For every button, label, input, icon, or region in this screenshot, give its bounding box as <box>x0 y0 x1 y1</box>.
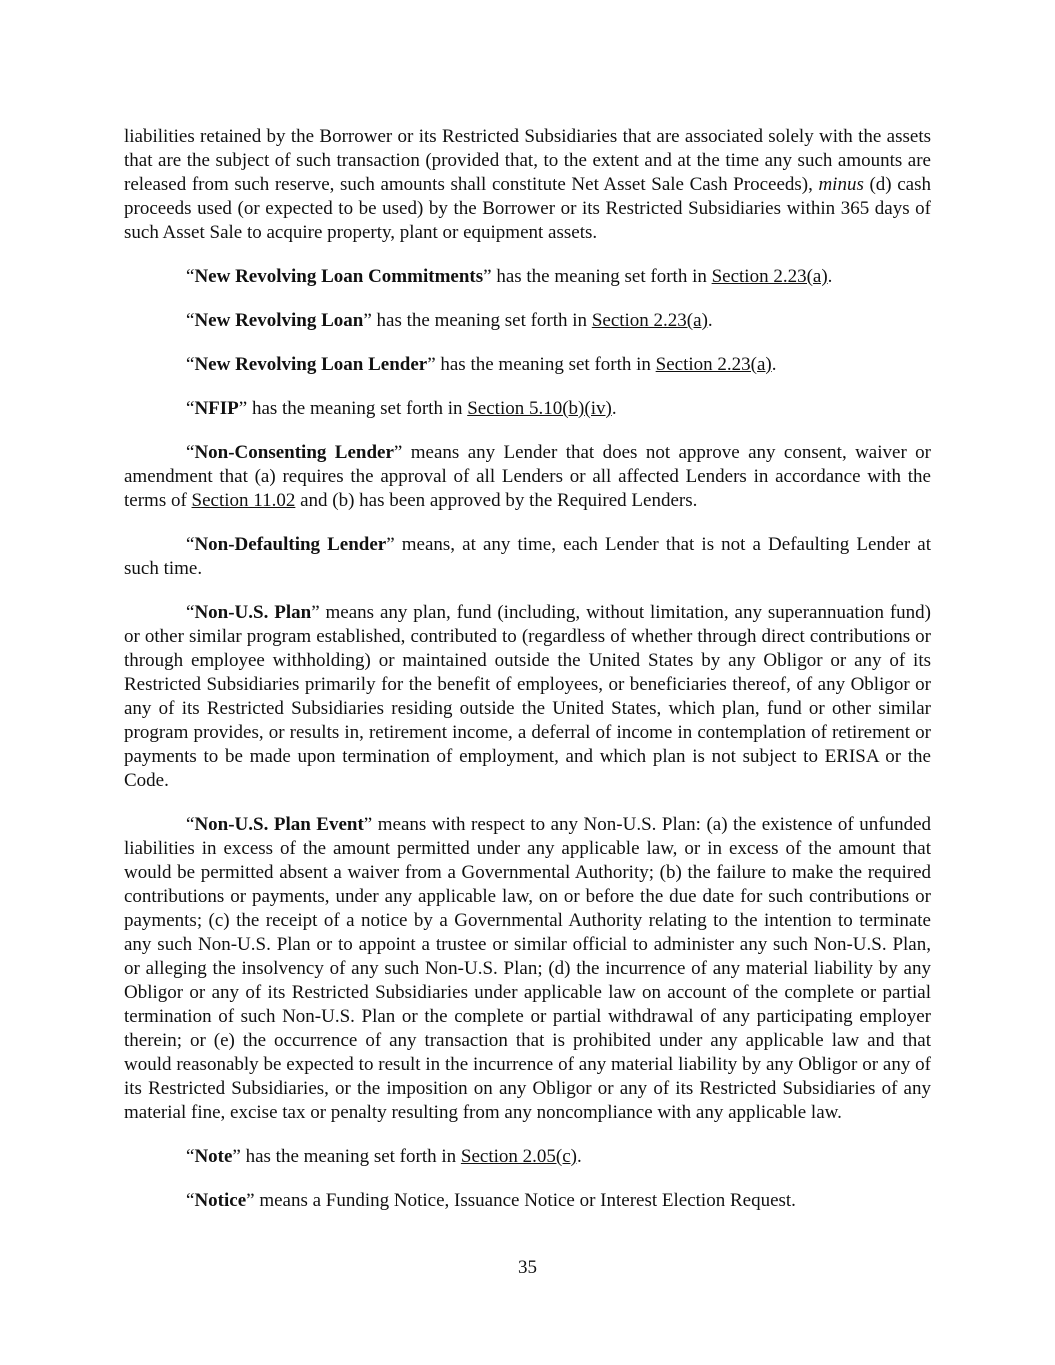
defined-term: Non-Consenting Lender <box>194 442 394 463</box>
defined-term: Notice <box>194 1190 247 1211</box>
definition-paragraph: “New Revolving Loan Lender” has the meaning set forth in Section 2.23(a). <box>186 354 777 375</box>
definition-text: has the meaning set forth in <box>247 398 468 419</box>
definition-text: has the meaning set forth in <box>491 266 712 287</box>
section-reference: Section 2.05(c) <box>460 1146 577 1167</box>
page-number: 35 <box>518 1257 537 1278</box>
defined-term: Note <box>194 1146 233 1167</box>
section-reference: Section 11.02 <box>191 490 296 511</box>
defined-term: New Revolving Loan Commitments <box>194 266 484 287</box>
definition-paragraph: “New Revolving Loan Commitments” has the meaning set forth in Section 2.23(a). <box>186 266 833 287</box>
section-reference: Section 2.23(a) <box>655 354 772 375</box>
definition-paragraph: “New Revolving Loan” has the meaning set forth in Section 2.23(a). <box>186 310 713 331</box>
definition-text: has the meaning set forth in <box>435 354 656 375</box>
defined-term: Non-U.S. Plan Event <box>194 814 364 835</box>
defined-term: Non-U.S. Plan <box>194 602 312 623</box>
definition-paragraph: “NFIP” has the meaning set forth in Section 5.10(b)(iv). <box>186 398 617 419</box>
definition-paragraph: “Note” has the meaning set forth in Section 2.05(c). <box>186 1146 582 1167</box>
definition-text: means a Funding Notice, Issuance Notice or Interest Election Request. <box>254 1190 796 1211</box>
defined-term: New Revolving Loan Lender <box>194 354 428 375</box>
section-reference: Section 2.23(a) <box>711 266 828 287</box>
continuation-italic: minus <box>818 174 864 195</box>
document-body <box>124 125 931 1233</box>
definition-paragraph: “Non-U.S. Plan Event” means with respect to any Non-U.S. Plan: (a) the existence of unfunded liabilities in excess of the amount permitted under any applicable law, or in excess of the amount that would be permitted absent a waiver from a Governmental Authority; (b) the failure to make the required contributions or payments, under any applicable law, on or before the due date for such contributions or payments; (c) the receipt of a notice by a Governmental Authority relating to the intention to terminate any such Non-U.S. Plan or to appoint a trustee or similar official to administer any such Non-U.S. Plan, or alleging the insolvency of any such Non-U.S. Plan; (d) the incurrence of any material liability by any Obligor or any of its Restricted Subsidiaries under applicable law on account of the complete or partial termination of such Non-U.S. Plan or the complete or partial withdrawal of any participating employer therein; or (e) the occurrence of any transaction that is prohibited under any applicable law and that would reasonably be expected to result in the incurrence of any material liability by any Obligor or any of its Restricted Subsidiaries, or the imposition on any Obligor or any of its Restricted Subsidiaries of any material fine, excise tax or penalty resulting from any noncompliance with any applicable law. <box>124 814 932 1123</box>
definition-text: means with respect to any Non-U.S. Plan: (a) the existence of unfunded liabilities in excess of the amount permitted under any applicable law, or in excess of the amount that would be permitted absent a waiver from a Governmental Authority; (b) the failure to make the required contributions or payments, under any applicable law, on or before the due date for such contributions or payments; (c) the receipt of a notice by a Governmental Authority relating to the intention to terminate any such Non-U.S. Plan or to appoint a trustee or similar official to administer any such Non-U.S. Plan, or alleging the insolvency of any such Non-U.S. Plan; (d) the incurrence of any material liability by any Obligor or any of its Restricted Subsidiaries under applicable law on account of the complete or partial termination of such Non-U.S. Plan or the complete or partial withdrawal of any participating employer therein; or (e) the occurrence of any transaction that is prohibited under any applicable law and that would reasonably be expected to result in the incurrence of any material liability by any Obligor or any of its Restricted Subsidiaries, or the imposition on any Obligor or any of its Restricted Subsidiaries of any material fine, excise tax or penalty resulting from any noncompliance with any applicable law. <box>124 814 932 1123</box>
defined-term: Non-Defaulting Lender <box>194 534 387 555</box>
continuation-paragraph <box>124 125 931 245</box>
definition-paragraph: “Non-U.S. Plan” means any plan, fund (including, without limitation, any superannuation fund) or other similar program established, contributed to (regardless of whether through direct contributions or through employee withholding) or maintained outside the United States by any Obligor or any of its Restricted Subsidiaries primarily for the benefit of employees, or beneficiaries thereof, of any Obligor or any of its Restricted Subsidiaries residing outside the United States, which plan, fund or other similar program provides, or results in, retirement income, a deferral of income in contemplation of retirement or payments to be made upon termination of employment, and which plan is not subject to ERISA or the Code. <box>124 602 931 791</box>
section-reference: Section 5.10(b)(iv) <box>467 398 612 419</box>
definition-paragraph: “Non-Defaulting Lender” means, at any time, each Lender that is not a Defaulting Lender at such time. <box>124 534 931 579</box>
continuation-text-2: (d) cash proceeds used (or expected to be used) by the Borrower or its Restricted Subsidiaries within 365 days of such Asset Sale to acquire property, plant or equipment assets. <box>124 174 931 243</box>
definition-text: has the meaning set forth in <box>371 310 592 331</box>
definition-paragraph: “Non-Consenting Lender” means any Lender that does not approve any consent, waiver or amendment that (a) requires the approval of all Lenders or all affected Lenders in accordance with the terms of Section 11.02 and (b) has been approved by the Required Lenders. <box>124 442 932 511</box>
definition-paragraph: “Notice” means a Funding Notice, Issuance Notice or Interest Election Request. <box>186 1190 796 1211</box>
definition-text: means any Lender that does not approve any consent, waiver or amendment that (a) requires the approval of all Lenders or all affected Lenders in accordance with the terms of <box>124 442 932 511</box>
continuation-text-1: liabilities retained by the Borrower or its Restricted Subsidiaries that are associated solely with the assets that are the subject of such transaction (provided that, to the extent and at the time any such amounts are released from such reserve, such amounts shall constitute Net Asset Sale Cash Proceeds), <box>124 126 931 195</box>
defined-term: New Revolving Loan <box>194 310 364 331</box>
definition-text: means, at any time, each Lender that is not a Defaulting Lender at such time. <box>124 534 931 579</box>
section-reference: Section 2.23(a) <box>591 310 708 331</box>
definition-text: has the meaning set forth in <box>240 1146 461 1167</box>
defined-term: NFIP <box>194 398 239 419</box>
definition-text: means any plan, fund (including, without limitation, any superannuation fund) or other similar program established, contributed to (regardless of whether through direct contributions or through employee withholding) or maintained outside the United States by any Obligor or any of its Restricted Subsidiaries primarily for the benefit of employees, or beneficiaries thereof, of any Obligor or any of its Restricted Subsidiaries residing outside the United States, which plan, fund or other similar program provides, or results in, retirement income, a deferral of income in contemplation of retirement or payments to be made upon termination of employment, and which plan is not subject to ERISA or the Code. <box>124 602 931 791</box>
